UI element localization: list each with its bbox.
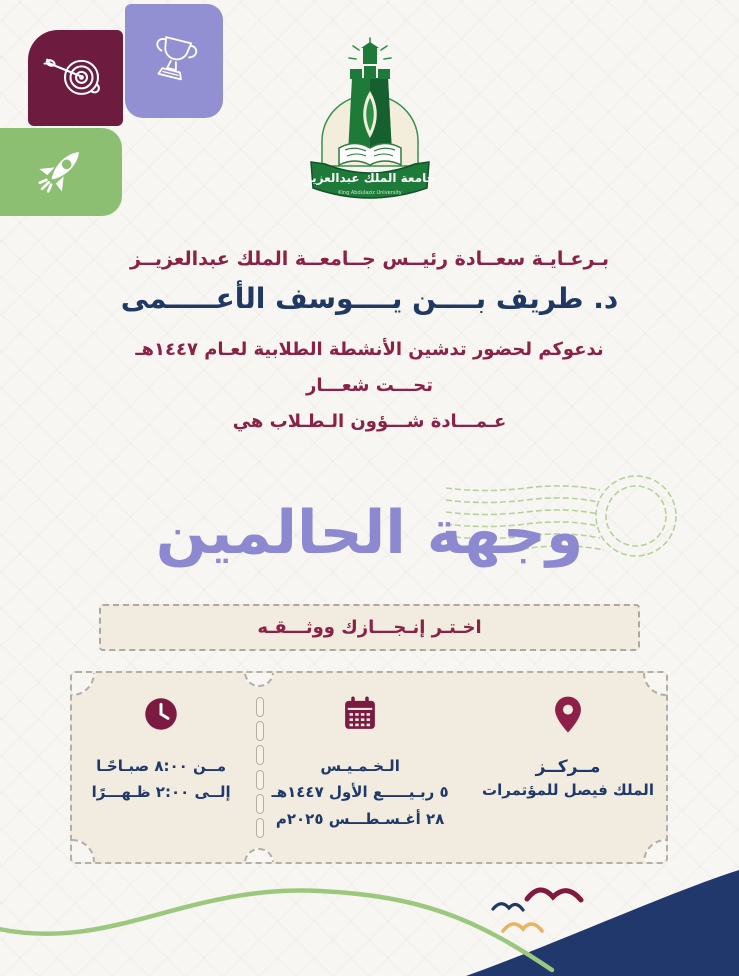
location-pin-icon (548, 693, 588, 741)
ticket-date-section (250, 673, 470, 862)
date-gregorian: ٢٨ أغـسـطـــس ٢٠٢٥م (275, 809, 445, 828)
president-name: د. طريف بــــن يــــوسف الأعـــــمى (120, 282, 619, 315)
date-day: الـخـمـيـس (320, 757, 400, 775)
logo-university-name-en: King Abdulaziz University (337, 190, 402, 196)
clock-icon (140, 693, 182, 739)
slogan-title: وجهة الحالمين (155, 498, 584, 568)
dart-target-icon (43, 43, 109, 113)
location-title: مــركــز (535, 757, 601, 777)
bird-glyphs (493, 890, 581, 931)
logo-university-name-ar: جامعة الملك عبدالعزيز (304, 171, 435, 185)
ticket-location-section (470, 673, 666, 862)
location-name: الملك فيصل للمؤتمرات (482, 781, 654, 799)
deanship-line: عـمـــادة شـــؤون الـطـلاب هي (232, 411, 507, 432)
green-wave-line (0, 891, 552, 970)
time-from: مــن ٨:٠٠ صبـاحًـا (96, 757, 227, 775)
headline-block (0, 248, 739, 447)
date-hijri: ٥ ربـيـــــع الأول ١٤٤٧هـ (271, 783, 449, 802)
banner (99, 604, 640, 651)
banner-text: اخـتـر إنـجـــازك ووثـــقـه (257, 617, 482, 638)
decor-square-purple (125, 4, 223, 118)
slogan-wrap (0, 488, 739, 598)
invitation-line: ندعوكم لحضور تدشين الأنشطة الطلابية لعـام ١٤٤٧هـ (135, 339, 604, 360)
bottom-wave-decoration (0, 854, 739, 976)
calendar-icon (339, 693, 381, 739)
ticket-time-section (72, 673, 250, 862)
trophy-icon (143, 28, 205, 94)
ticket-perforation (255, 697, 265, 838)
rocket-icon (29, 138, 93, 206)
time-to: إلــى ٢:٠٠ ظـهـــرًا (91, 783, 231, 802)
patronage-line: بـرعـايـة سعــادة رئيــس جــامعــة الملك عبدالعزيــز (130, 248, 609, 270)
navy-wave-shape (466, 870, 739, 976)
decor-square-maroon (28, 30, 123, 126)
slogan-intro-line: تحـــت شعـــار (306, 375, 433, 396)
decor-square-green (0, 128, 122, 216)
university-logo (295, 36, 445, 212)
event-ticket (70, 671, 668, 864)
